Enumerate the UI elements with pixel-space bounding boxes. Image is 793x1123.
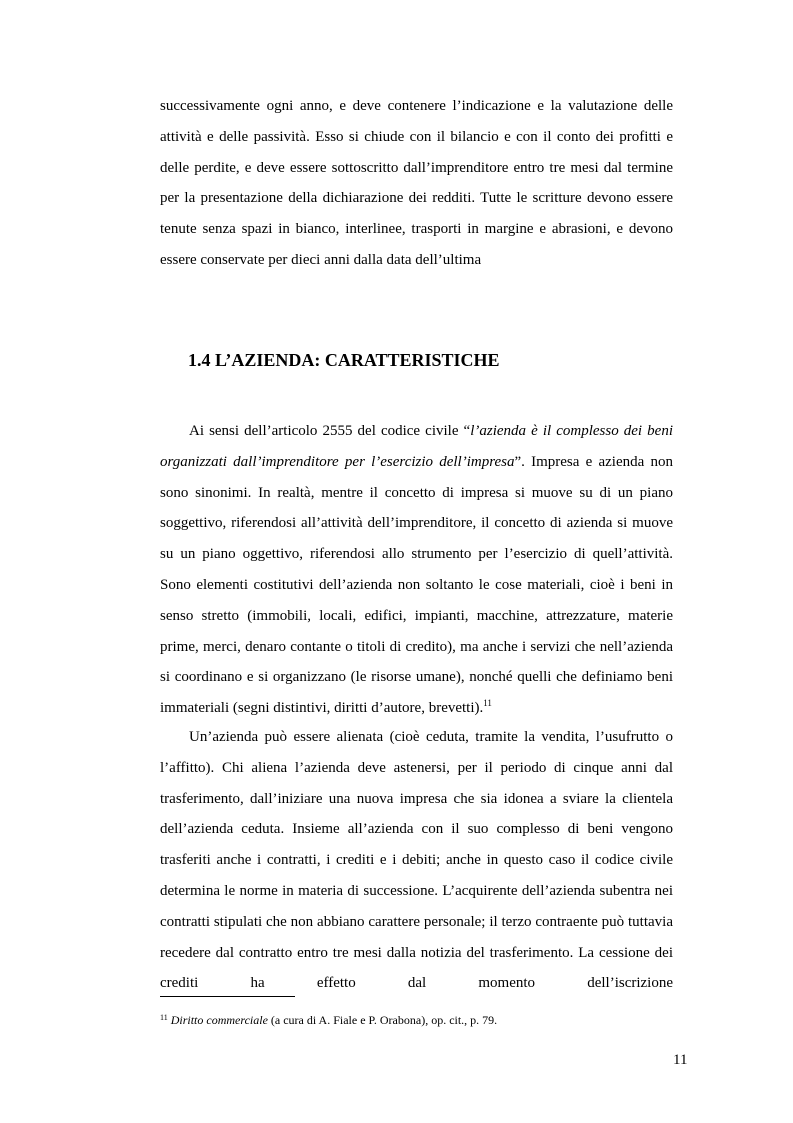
paragraph-lead: Ai sensi dell’articolo 2555 del codice civile “	[189, 423, 471, 439]
footnote-divider	[160, 996, 295, 997]
paragraph-alienation: Un’azienda può essere alienata (cioè ceduta, tramite la vendita, l’usufrutto o l’affitto). Chi aliena l’azienda deve astenersi, per il periodo di cinque anni dal trasferimento, dall’iniziare una nuova impresa che sia idonea a sviare la clientela dell’azienda ceduta. Insieme all’azienda con il suo complesso di beni vengono trasferiti anche i contratti, i crediti e i debiti; anche in questo caso il codice civile determina le norme in materia di successione. L’acquirente dell’azienda subentra nei contratti stipulati che non abbiano carattere personale; il terzo contraente può tuttavia recedere dal contratto entro tre mesi dalla notizia del trasferimento. La cessione dei crediti ha effetto dal momento dell’iscrizione	[160, 729, 673, 992]
paragraph-continued: successivamente ogni anno, e deve contenere l’indicazione e la valutazione delle attività e delle passività. Esso si chiude con il bilancio e con il conto dei profitti e delle perdite, e deve essere sottoscritto dall’imprenditore entro tre mesi dal termine per la presentazione della dichiarazione dei redditi. Tutte le scritture devono essere tenute senza spazi in bianco, interlinee, trasporti in margine e abrasioni, e devono essere conservate per dieci anni dalla data dell’ultima	[160, 98, 673, 268]
footnote	[160, 1012, 497, 1028]
civil-code-quote: l’azienda è il complesso dei beni organizzati dall’imprenditore per l’esercizio dell’impresa	[160, 423, 673, 470]
footnote-text: (a cura di A. Fiale e P. Orabona), op. cit., p. 79.	[267, 1013, 498, 1027]
paragraph-rest: ”. Impresa e azienda non sono sinonimi. In realtà, mentre il concetto di impresa si muove su di un piano soggettivo, riferendosi all’attività dell’imprenditore, il concetto di azienda si muove su un piano oggettivo, riferendosi allo strumento per l’esercizio di quell’attività. Sono elementi costitutivi dell’azienda non soltanto le cose materiali, cioè i beni in senso stretto (immobili, locali, edifici, impianti, macchine, attrezzature, materie prime, merci, denaro contante o titoli di credito), ma anche i servizi che nell’azienda si coordinano e si organizzano (le risorse umane), nonché quelli che definiamo beni immateriali (segni distintivi, diritti d’autore, brevetti).	[160, 453, 673, 717]
footnote-number: 11	[160, 1013, 168, 1022]
footnote-title: Diritto commerciale	[170, 1013, 268, 1027]
page-number: 11	[673, 1052, 688, 1068]
footnote-reference[interactable]: 11	[483, 698, 492, 709]
section-heading: 1.4 L’AZIENDA: CARATTERISTICHE	[188, 350, 500, 370]
paragraph-azienda-definition	[160, 416, 673, 724]
